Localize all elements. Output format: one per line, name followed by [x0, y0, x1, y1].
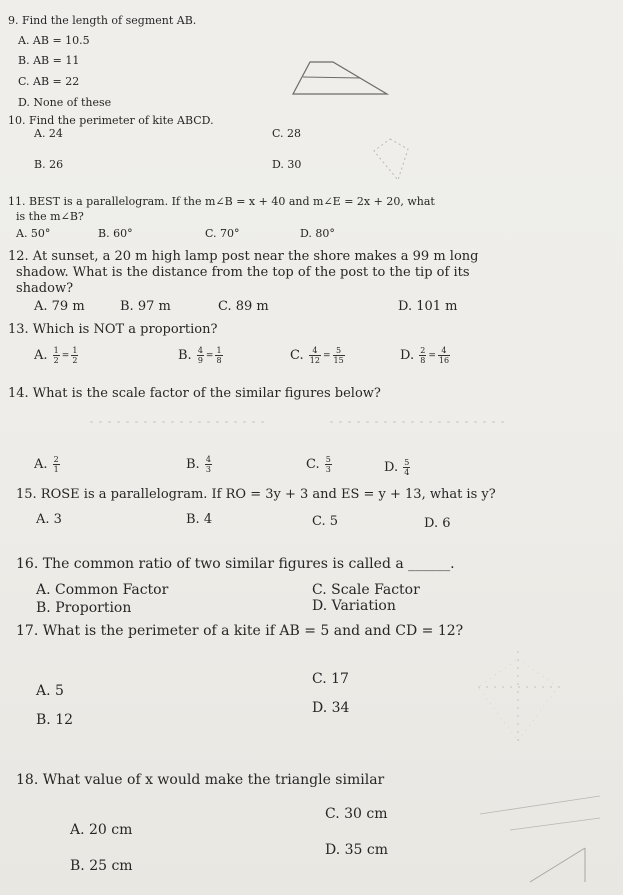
- fraction-left: $\frac{2}{8}$: [420, 346, 426, 365]
- question-14-stem: 14. What is the scale factor of the similar figures below?: [8, 386, 381, 401]
- question-12-option-a[interactable]: A. 79 m: [34, 299, 85, 314]
- question-13-option-c[interactable]: C. $\frac{4}{12}$ = $\frac{5}{15}$: [290, 346, 344, 365]
- kite-figure: [470, 645, 570, 755]
- question-14-option-a[interactable]: A. $\frac{2}{1}$: [34, 455, 59, 474]
- question-18-option-d[interactable]: D. 35 cm: [325, 842, 389, 858]
- question-17-stem: 17. What is the perimeter of a kite if AB = 5 and and CD = 12?: [16, 623, 464, 639]
- fraction: $\frac{5}{3}$: [325, 455, 331, 474]
- question-16-option-d[interactable]: D. Variation: [312, 598, 396, 614]
- question-13-stem: 13. Which is NOT a proportion?: [8, 322, 218, 337]
- fraction-right: $\frac{4}{16}$: [438, 346, 450, 365]
- question-11-option-a[interactable]: A. 50°: [16, 227, 51, 240]
- question-11-stem-line1: 11. BEST is a parallelogram. If the m∠B = x + 40 and m∠E = 2x + 20, what: [8, 195, 435, 208]
- question-15-option-b[interactable]: B. 4: [186, 512, 213, 527]
- question-16-option-c[interactable]: C. Scale Factor: [312, 582, 420, 598]
- question-9-option-d[interactable]: D. None of these: [18, 96, 112, 109]
- question-12-option-c[interactable]: C. 89 m: [218, 299, 269, 314]
- question-17-option-a[interactable]: A. 5: [36, 683, 64, 699]
- question-12-option-b[interactable]: B. 97 m: [120, 299, 171, 314]
- question-13-option-a[interactable]: A. $\frac{1}{2}$ = $\frac{1}{2}$: [34, 346, 78, 365]
- kite-figure: [368, 135, 428, 190]
- question-10-option-c[interactable]: C. 28: [272, 127, 302, 140]
- question-11-option-b[interactable]: B. 60°: [98, 227, 133, 240]
- question-16-stem-line: [16, 556, 455, 572]
- question-11-option-c[interactable]: C. 70°: [205, 227, 240, 240]
- question-15-option-a[interactable]: A. 3: [36, 512, 62, 527]
- question-18-option-b[interactable]: B. 25 cm: [70, 858, 133, 874]
- fraction: $\frac{5}{4}$: [404, 458, 410, 477]
- question-18-stem: 18. What value of x would make the triangle similar: [16, 772, 385, 788]
- question-17-option-c[interactable]: C. 17: [312, 671, 349, 687]
- question-12-option-d[interactable]: D. 101 m: [398, 299, 458, 314]
- question-15-option-d[interactable]: D. 6: [424, 516, 451, 531]
- fraction-right: $\frac{1}{2}$: [72, 346, 78, 365]
- question-18-option-a[interactable]: A. 20 cm: [70, 822, 133, 838]
- question-12-line3: shadow?: [16, 281, 74, 296]
- question-10-option-b[interactable]: B. 26: [34, 158, 64, 171]
- similar-figures-faint: [60, 402, 530, 442]
- question-12-line2: shadow. What is the distance from the top of the post to the tip of its: [16, 265, 470, 280]
- question-14-option-b[interactable]: B. $\frac{4}{3}$: [186, 455, 211, 474]
- fraction: $\frac{4}{3}$: [205, 455, 211, 474]
- fraction-right: $\frac{1}{8}$: [216, 346, 222, 365]
- fraction-left: $\frac{4}{12}$: [309, 346, 320, 365]
- question-12-line1: 12. At sunset, a 20 m high lamp post near the shore makes a 99 m long: [8, 249, 479, 264]
- fraction: $\frac{2}{1}$: [53, 455, 59, 474]
- question-16-option-b[interactable]: B. Proportion: [36, 600, 132, 616]
- question-18-option-c[interactable]: C. 30 cm: [325, 806, 388, 822]
- question-9-stem: 9. Find the length of segment AB.: [8, 14, 197, 27]
- similar-triangles-figure: [470, 778, 623, 888]
- question-13-option-b[interactable]: B. $\frac{4}{9}$ = $\frac{1}{8}$: [178, 346, 222, 365]
- question-14-option-d[interactable]: D. $\frac{5}{4}$: [384, 458, 410, 477]
- question-10-option-a[interactable]: A. 24: [34, 127, 63, 140]
- question-15-stem: 15. ROSE is a parallelogram. If RO = 3y + 3 and ES = y + 13, what is y?: [16, 487, 496, 502]
- question-9-option-a[interactable]: A. AB = 10.5: [18, 34, 90, 47]
- question-11-option-d[interactable]: D. 80°: [300, 227, 335, 240]
- question-14-option-c[interactable]: C. $\frac{5}{3}$: [306, 455, 331, 474]
- trapezoid-figure: [275, 52, 415, 112]
- question-16-stem: 16. The common ratio of two similar figures is called a: [16, 556, 404, 572]
- question-16-option-a[interactable]: A. Common Factor: [36, 582, 169, 598]
- question-9-option-c[interactable]: C. AB = 22: [18, 75, 80, 88]
- question-10-option-d[interactable]: D. 30: [272, 158, 302, 171]
- question-13-option-d[interactable]: D. $\frac{2}{8}$ = $\frac{4}{16}$: [400, 346, 450, 365]
- question-17-option-d[interactable]: D. 34: [312, 700, 350, 716]
- question-16-blank[interactable]: ______.: [408, 556, 455, 572]
- question-9-option-b[interactable]: B. AB = 11: [18, 54, 80, 67]
- fraction-left: $\frac{4}{9}$: [197, 346, 203, 365]
- question-11-stem-line2: is the m∠B?: [16, 210, 84, 223]
- fraction-right: $\frac{5}{15}$: [333, 346, 344, 365]
- question-15-option-c[interactable]: C. 5: [312, 514, 339, 529]
- question-10-stem: 10. Find the perimeter of kite ABCD.: [8, 114, 214, 127]
- question-17-option-b[interactable]: B. 12: [36, 712, 74, 728]
- fraction-left: $\frac{1}{2}$: [53, 346, 59, 365]
